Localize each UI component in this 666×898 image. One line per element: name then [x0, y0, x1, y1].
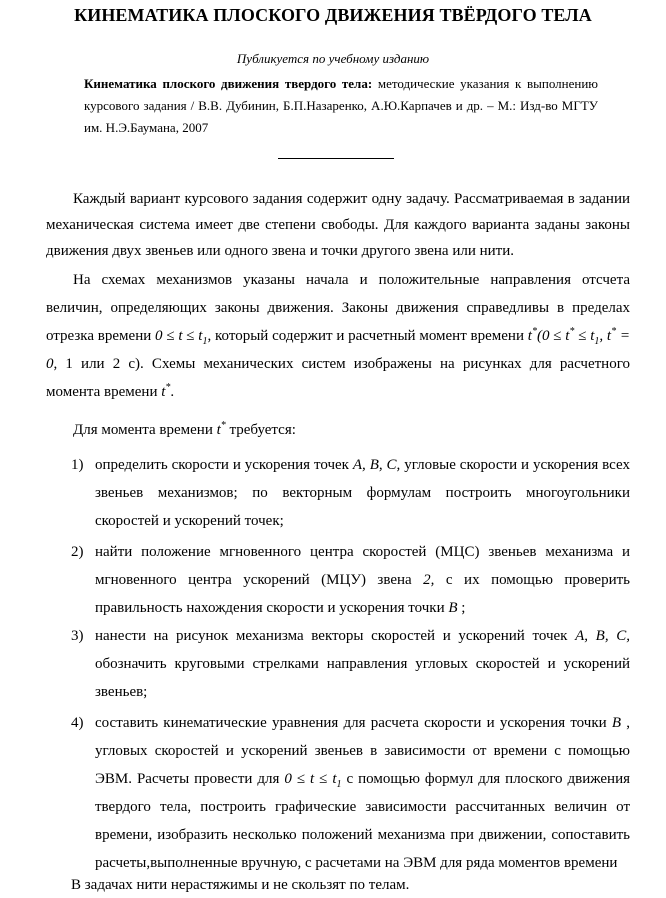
reference-title: Кинематика плоского движения твердого тела:: [84, 76, 373, 91]
list-item-1: 1) определить скорости и ускорения точек A, B, C, угловые скорости и ускорения всех звеньев механизмов; по векторным формулам построить многоугольники скоростей и ускорений точек;: [71, 451, 630, 535]
math-link-2: 2,: [423, 572, 435, 588]
publication-note: Публикуется по учебному изданию: [236, 51, 430, 66]
math-points-abc: A, B, C,: [352, 457, 401, 473]
math-interval: $0 \le t \le t_1$: [155, 328, 208, 347]
list-number: 4): [71, 715, 84, 731]
list-number: 2): [71, 544, 84, 560]
math-t-star-2: t*: [216, 420, 226, 438]
list-number: 1): [71, 457, 84, 473]
list-item-2: 2) найти положение мгновенного центра скоростей (МЦС) звеньев механизма и мгновенного центра ускорений (МЦУ) звена 2, с их помощью проверить правильность нахождения скорости и ускорения точки B ;: [71, 538, 630, 622]
paragraph-threads: В задачах нити нерастяжимы и не скользят по телам.: [71, 877, 410, 893]
paragraph-intro: Каждый вариант курсового задания содержит одну задачу. Рассматриваемая в задании механическая система имеет две степени свободы. Для каждого варианта заданы законы движения двух звеньев или одного звена и точки другого звена или нити.: [46, 191, 630, 259]
paragraph-requirements: Для момента времени t* требуется:: [73, 420, 296, 438]
bibliographic-reference: [84, 73, 598, 139]
reference-details: методические указания к выполнению курсового задания / В.В. Дубинин, Б.П.Назаренко, А.Ю.Карпачев и др. – М.: Изд-во МГТУ им. Н.Э.Баумана, 2007: [84, 76, 598, 135]
math-point-b: B: [611, 715, 622, 731]
document-title: КИНЕМАТИКА ПЛОСКОГО ДВИЖЕНИЯ ТВЁРДОГО ТЕЛА: [74, 5, 592, 25]
list-number: 3): [71, 628, 84, 644]
math-t-star: t*: [161, 382, 171, 400]
math-t-star-condition: $t^*(0 \le t^* \le t_1$, t* = 0: [46, 326, 630, 372]
list-item-3: 3) нанести на рисунок механизма векторы скоростей и ускорений точек A, B, C, обозначить круговыми стрелками направления угловых скоростей и ускорений звеньев;: [71, 622, 630, 706]
separator-line: [278, 158, 394, 159]
math-point-b: B: [448, 600, 458, 616]
math-points-abc: A, B, C,: [575, 628, 630, 644]
math-interval: $0 \le t \le t_1$: [284, 771, 342, 790]
list-item-4: 4) составить кинематические уравнения для расчета скорости и ускорения точки B , угловых скоростей и ускорений звеньев в зависимости от времени с помощью ЭВМ. Расчеты провести для $0 \le t \le t_1$ с помощью формул для плоского движения твердого тела, построить графические зависимости рассчитанных величин от времени, изобразить несколько положений механизма при движении, сопоставить расчеты,выполненные вручную, с расчетами на ЭВМ для ряда моментов времени: [71, 709, 630, 877]
paragraph-schemes: На схемах механизмов указаны начала и положительные направления отсчета величин, определяющих законы движения. Законы движения справедливы в пределах отрезка времени $0 \le t \le t_1$, который содержит и расчетный момент времени $t^*(0 \le t^* \le t_1$, t* = 0, 1 или 2 с). Схемы механических систем изображены на рисунках для расчетного момента времени t*.: [46, 272, 630, 400]
